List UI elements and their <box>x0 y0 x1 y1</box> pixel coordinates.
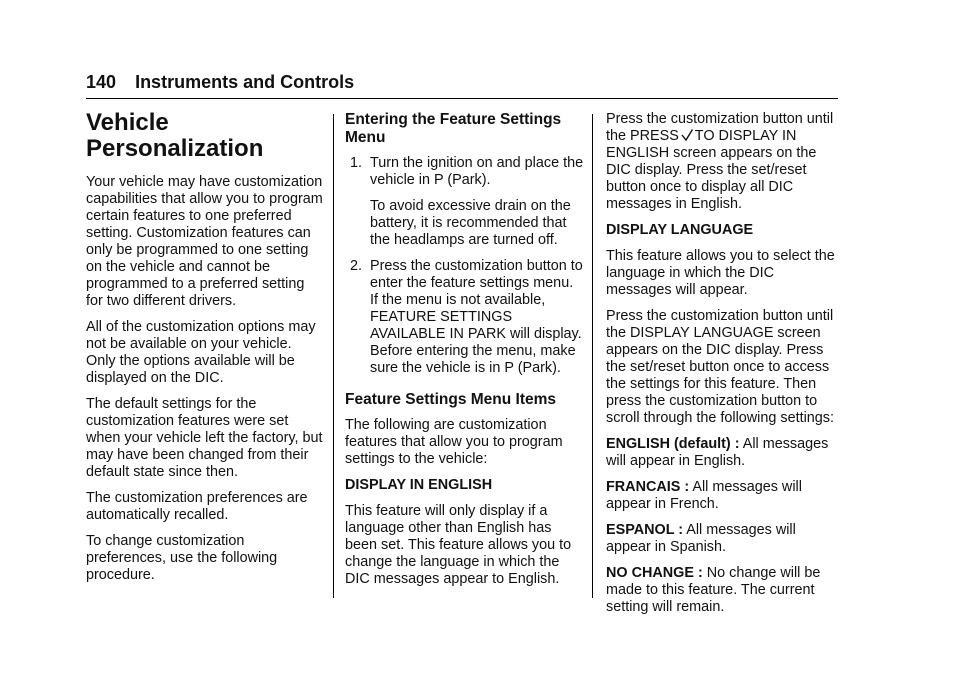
option-label: ESPANOL : <box>606 522 684 538</box>
option-text: All messages will appear in French. <box>606 479 802 512</box>
column-2 <box>345 111 585 597</box>
page-number: 140 <box>86 72 117 92</box>
feature-settings-items-heading: Feature Settings Menu Items <box>345 391 557 408</box>
option-label: ENGLISH (default) : <box>606 436 740 452</box>
paragraph: This feature allows you to select the language in which the DIC messages will appear. <box>606 248 835 298</box>
option-item <box>606 522 842 556</box>
column-1 <box>86 110 324 593</box>
paragraph: The following are customization features that allow you to program settings to the vehicle: <box>345 417 563 467</box>
paragraph: To change customization preferences, use the following procedure. <box>86 533 278 583</box>
paragraph: Your vehicle may have customization capabilities that allow you to program certain features to one preferred setting. Customization features can only be programmed to one setting on the vehicle and cannot be programmed to a preferred setting for two different drivers. <box>86 174 323 309</box>
paragraph-text: Press the customization button until the PRESS <box>606 111 834 144</box>
option-text: All messages will appear in Spanish. <box>606 522 796 555</box>
entering-feature-settings-heading: Entering the Feature Settings Menu <box>345 111 562 146</box>
step-text: Press the customization button to enter the feature settings menu. If the menu is not available, FEATURE SETTINGS AVAILABLE IN PARK will display. Before entering the menu, make sure the vehicle is in P (Park). <box>370 258 583 376</box>
option-label: NO CHANGE : <box>606 565 703 581</box>
option-text: No change will be made to this feature. The current setting will remain. <box>606 565 821 615</box>
checkmark-icon <box>680 128 694 142</box>
option-item <box>606 565 842 616</box>
step-text: Turn the ignition on and place the vehicle in P (Park). <box>370 155 584 188</box>
option-text: All messages will appear in English. <box>606 436 829 469</box>
press-check-paragraph <box>606 111 842 213</box>
option-item <box>606 479 842 513</box>
step-number: 1. <box>350 155 363 171</box>
header-rule <box>86 98 838 99</box>
paragraph-text: TO DISPLAY IN ENGLISH screen appears on the DIC display. Press the set/reset button once to display all DIC messages in English. <box>606 128 817 212</box>
paragraph: Press the customization button until the DISPLAY LANGUAGE screen appears on the DIC display. Press the set/reset button once to access the settings for this feature. Then press the customization button to scroll through the following settings: <box>606 308 834 426</box>
paragraph: The customization preferences are automatically recalled. <box>86 490 308 523</box>
option-label: FRANCAIS : <box>606 479 690 495</box>
paragraph: This feature will only display if a language other than English has been set. This feature allows you to change the language in which the DIC messages appear to English. <box>345 503 572 587</box>
paragraph: All of the customization options may not be available on your vehicle. Only the options available will be displayed on the DIC. <box>86 319 316 386</box>
procedure-steps <box>345 155 585 377</box>
column-3 <box>606 111 842 625</box>
option-item <box>606 436 842 470</box>
display-in-english-label: DISPLAY IN ENGLISH <box>345 477 493 493</box>
page-header <box>86 72 354 93</box>
step-item <box>345 258 585 377</box>
section-title: Instruments and Controls <box>135 72 355 92</box>
column-divider-1 <box>333 114 334 598</box>
paragraph: The default settings for the customization features were set when your vehicle left the factory, but may have been changed from their default state since then. <box>86 396 323 480</box>
step-item <box>345 155 585 249</box>
column-divider-2 <box>592 114 593 598</box>
step-note: To avoid excessive drain on the battery, it is recommended that the headlamps are turned off. <box>370 198 571 248</box>
display-language-label: DISPLAY LANGUAGE <box>606 222 754 238</box>
step-number: 2. <box>350 258 363 274</box>
vehicle-personalization-title: Vehicle Personalization <box>86 109 264 162</box>
